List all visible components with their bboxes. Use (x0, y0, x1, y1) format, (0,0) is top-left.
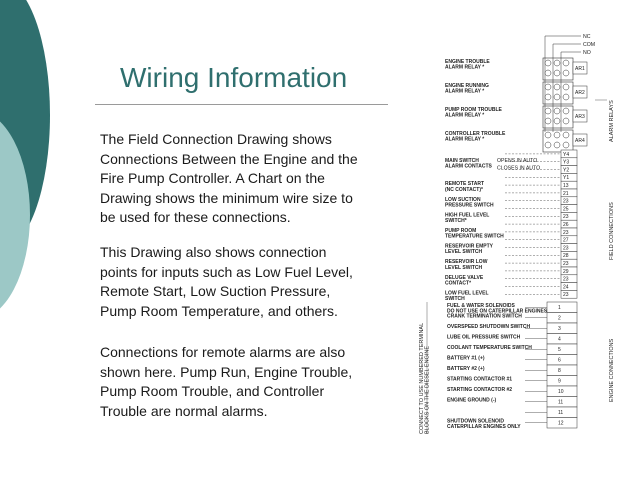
engine-connection-label: BATTERY #1 (+) (447, 355, 485, 362)
terminal-block (547, 323, 577, 334)
paragraph-1 (100, 130, 400, 228)
paragraph-line: Trouble are normal alarms. (100, 402, 268, 419)
paragraph-3 (100, 343, 400, 421)
terminal-number: 11 (558, 399, 564, 406)
terminal-screw (563, 118, 569, 124)
paragraph-line: shown here. Pump Run, Engine Trouble, (100, 363, 353, 380)
field-input-label: HIGH FUEL LEVEL SWITCH* (445, 212, 490, 224)
terminal-screw (554, 132, 560, 138)
terminal-number: 23 (563, 261, 569, 267)
terminal-screw (545, 118, 551, 124)
relay-id: AR3 (575, 114, 585, 120)
relay-id: AR1 (575, 66, 585, 72)
paragraph-line: The Field Connection Drawing shows (100, 131, 332, 147)
engine-connection-label: LUBE OIL PRESSURE SWITCH (447, 334, 521, 341)
terminal-screw (545, 142, 551, 148)
paragraph-line: be used for these connections. (100, 209, 291, 225)
terminal-block (547, 355, 577, 366)
paragraph-line: Connections for remote alarms are also (100, 344, 346, 360)
terminal-number: 3 (558, 326, 561, 332)
terminal-number: 23 (563, 292, 569, 299)
engine-connection-label: STARTING CONTACTOR #2 (447, 387, 513, 393)
terminal-screw (563, 108, 569, 114)
alarm-relay-label: ENGINE RUNNING ALARM RELAY * (445, 83, 489, 95)
terminal-screw (545, 108, 551, 114)
side-note: CONNECT TO USE NUMBERED TERMINALBLOCKS ON THE DIESEL ENGINE (419, 322, 431, 434)
terminal-number: 23 (563, 229, 569, 236)
terminal-block (547, 344, 577, 355)
field-input-label: MAIN SWITCH ALARM CONTACTS (445, 157, 492, 170)
field-input-label: REMOTE START (NC CONTACT)* (445, 181, 485, 193)
terminal-block (547, 365, 577, 376)
alarm-relay-label: CONTROLLER TROUBLE ALARM RELAY * (445, 131, 506, 143)
terminal-screw (563, 60, 569, 66)
terminal-number: 26 (563, 222, 569, 228)
engine-connection-label: CRANK TERMINATION SWITCH (447, 313, 522, 320)
terminal-number: Y2 (563, 167, 570, 174)
engine-connection-label: SHUTDOWN SOLENOID CATERPILLAR ENGINES ONLY (447, 418, 521, 431)
terminal-screw (554, 84, 560, 90)
engine-connections-caption: ENGINE CONNECTIONS (609, 338, 615, 402)
paragraph-line: Remote Start, Low Suction Pressure, (100, 283, 331, 299)
terminal-screw (545, 60, 551, 66)
terminal-screw (563, 94, 569, 100)
engine-connection-label: ENGINE GROUND (-) (447, 397, 497, 404)
terminal-number: 23 (563, 245, 569, 252)
terminal-number: 23 (563, 198, 569, 205)
terminal-number: 9 (558, 378, 561, 385)
terminal-block (547, 334, 577, 345)
terminal-number: 27 (563, 237, 569, 244)
terminal-screw (545, 132, 551, 138)
terminal-screw (554, 70, 560, 76)
terminal-block (547, 313, 577, 324)
field-input-label: RESERVOIR LOW LEVEL SWITCH (445, 259, 488, 271)
title-underline (95, 104, 388, 105)
field-input-label: RESERVOIR EMPTY LEVEL SWITCH (445, 243, 493, 256)
terminal-screw (545, 94, 551, 100)
terminal-number: 24 (563, 284, 569, 291)
relay-id: AR2 (575, 90, 585, 96)
contact-note: OPENS IN AUTO (497, 157, 538, 164)
terminal-number: 23 (563, 276, 569, 283)
contact-note: CLOSES IN AUTO (497, 165, 541, 172)
terminal-number: 23 (563, 214, 569, 221)
terminal-block (547, 302, 577, 313)
terminal-number: 2 (558, 315, 561, 322)
terminal-number: Y4 (563, 151, 570, 158)
paragraph-line: points for inputs such as Low Fuel Level, (100, 263, 353, 280)
alarm-relay-label: PUMP ROOM TROUBLE ALARM RELAY * (445, 107, 502, 119)
terminal-number: 1 (558, 305, 561, 311)
field-input-label: LOW SUCTION PRESSURE SWITCH (445, 196, 494, 209)
terminal-screw (563, 142, 569, 148)
alarm-relay-label: ENGINE TROUBLE ALARM RELAY * (445, 59, 490, 71)
slide-title: Wiring Information (120, 62, 348, 93)
terminal-number: 29 (563, 268, 569, 275)
field-input-label: DELUGE VALVE CONTACT* (445, 274, 484, 287)
relay-label-no: NO (583, 50, 591, 56)
terminal-number: 11 (558, 410, 564, 416)
terminal-screw (563, 132, 569, 138)
paragraph-line: Pump Room Temperature, and others. (100, 302, 338, 319)
paragraph-line: Pump Room Trouble, and Controller (100, 383, 325, 399)
terminal-number: 13 (563, 183, 569, 189)
wiring-diagram-svg (405, 30, 633, 460)
terminal-number: 8 (558, 368, 561, 374)
terminal-number: Y1 (563, 175, 570, 182)
engine-connection-label: OVERSPEED SHUTDOWN SWITCH (447, 324, 531, 330)
engine-connection-label: BATTERY #2 (+) (447, 366, 485, 372)
terminal-screw (563, 70, 569, 76)
terminal-screw (545, 84, 551, 90)
relay-id: AR4 (575, 138, 585, 144)
terminal-number: Y3 (563, 159, 570, 166)
terminal-number: 28 (563, 253, 569, 260)
terminal-number: 12 (558, 420, 564, 427)
field-connections-caption: FIELD CONNECTIONS (609, 202, 615, 260)
terminal-number: 25 (563, 206, 569, 213)
wiring-diagram (405, 30, 633, 460)
engine-connection-label: COOLANT TEMPERATURE SWITCH (447, 345, 532, 351)
relay-label-nc: NC (583, 34, 591, 40)
terminal-screw (554, 94, 560, 100)
terminal-number: 4 (558, 336, 561, 343)
paragraph-line: Fire Pump Controller. A Chart on the (100, 170, 325, 186)
paragraph-line: Drawing shows the minimum wire size to (100, 189, 353, 206)
relay-label-com: COM (583, 42, 596, 48)
terminal-number: 5 (558, 347, 561, 353)
terminal-number: 6 (558, 357, 561, 364)
terminal-screw (554, 108, 560, 114)
terminal-screw (563, 84, 569, 90)
terminal-screw (554, 60, 560, 66)
terminal-screw (554, 142, 560, 148)
terminal-screw (545, 70, 551, 76)
alarm-relays-caption: ALARM RELAYS (609, 100, 615, 142)
field-input-label: LOW FUEL LEVEL SWITCH (445, 290, 489, 302)
terminal-number: 10 (558, 389, 564, 395)
paragraph-2 (100, 243, 400, 321)
terminal-block (547, 376, 577, 387)
terminal-screw (554, 118, 560, 124)
paragraph-line: This Drawing also shows connection (100, 244, 327, 260)
engine-connection-label: STARTING CONTACTOR #1 (447, 376, 513, 383)
paragraph-line: Connections Between the Engine and the (100, 150, 358, 167)
field-input-label: PUMP ROOM TEMPERATURE SWITCH (445, 228, 504, 240)
terminal-number: 21 (563, 190, 569, 197)
engine-connection-label: FUEL & WATER SOLENOIDS DO NOT USE ON CATERPILLAR ENGINES (447, 303, 548, 315)
